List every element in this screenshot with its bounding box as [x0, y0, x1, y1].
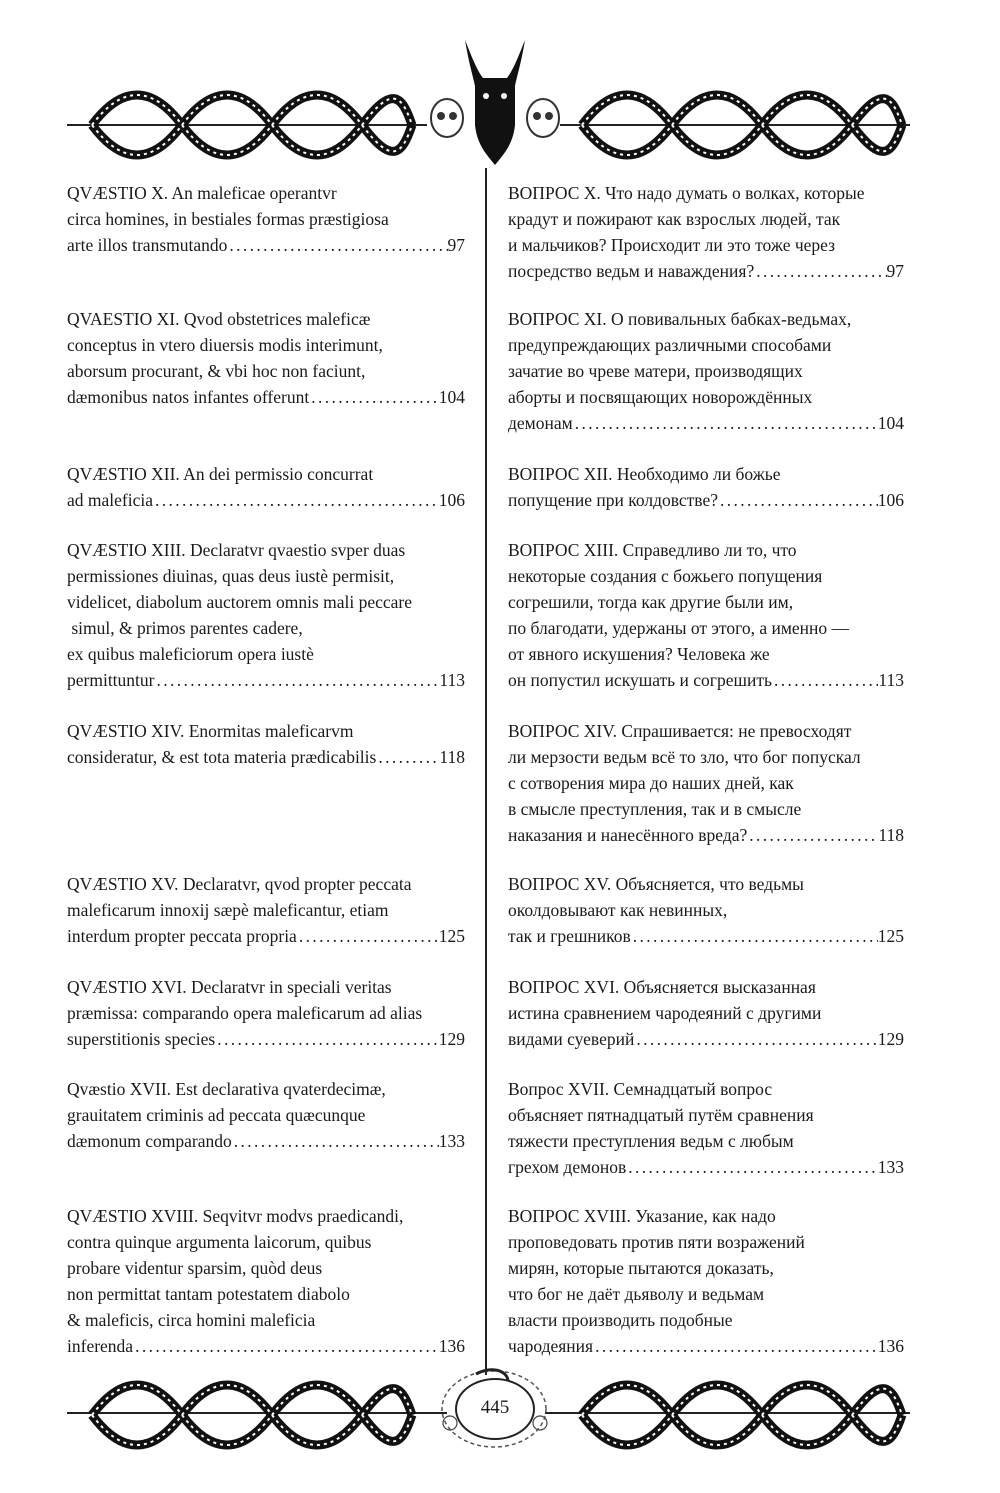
entry-line: QVÆSTIO XVI. Declaratvr in speciali veritas	[67, 977, 392, 997]
entry-line: probare videntur sparsim, quòd deus	[67, 1258, 323, 1278]
page-ref: 106	[438, 490, 465, 510]
entry-line: и мальчиков? Происходит ли это тоже через	[508, 235, 836, 255]
page-ref: 118	[878, 825, 904, 845]
entry-leader-line: демонам . . . 104	[508, 410, 904, 436]
page-number: 445	[455, 1378, 535, 1440]
entry-line: с сотворения мира до наших дней, как	[508, 773, 794, 793]
toc-entry-russian-xviii	[508, 1203, 904, 1359]
entry-line: ВОПРОС XVIII. Указание, как надо	[508, 1206, 776, 1226]
entry-line: объясняет пятнадцатый путём сравнения	[508, 1105, 814, 1125]
entry-leader-line: он попустил искушать и согрешить . . . 113	[508, 667, 904, 693]
entry-line: власти производить подобные	[508, 1310, 733, 1330]
entry-leader-line: попущение при колдовстве? . . . 106	[508, 487, 904, 513]
toc-entry-latin-x	[67, 180, 465, 258]
entry-line: & maleficis, circa homini maleficia	[67, 1310, 316, 1330]
header-ornament	[0, 30, 1000, 170]
page-ref: 113	[439, 670, 465, 690]
entry-line: QVAESTIO XI. Qvod obstetrices maleficæ	[67, 309, 371, 329]
entry-leader-line: interdum propter peccata propria . . . 125	[67, 923, 465, 949]
page-ref: 133	[877, 1157, 904, 1177]
toc-entry-latin-xv	[67, 871, 465, 949]
entry-line: что бог не даёт дьяволу и ведьмам	[508, 1284, 765, 1304]
entry-line: QVÆSTIO XV. Declaratvr, qvod propter peccata	[67, 874, 412, 894]
entry-line: Qvæstio XVII. Est declarativa qvaterdecimæ,	[67, 1079, 386, 1099]
entry-line: aborsum procurant, & vbi hoc non faciunt,	[67, 361, 366, 381]
page-ref: 125	[877, 926, 904, 946]
entry-line: ВОПРОС XV. Объясняется, что ведьмы	[508, 874, 804, 894]
entry-line: QVÆSTIO XIII. Declaratvr qvaestio svper duas	[67, 540, 406, 560]
entry-line: зачатие во чреве матери, производящих	[508, 361, 803, 381]
toc-entry-latin-xvii	[67, 1076, 465, 1154]
page-ref: 97	[447, 235, 465, 255]
entry-leader-line: наказания и нанесённого вреда? . . . 118	[508, 822, 904, 848]
entry-line: permissiones diuinas, quas deus iustè permisit,	[67, 566, 395, 586]
entry-line: истина сравнением чародеяний с другими	[508, 1003, 822, 1023]
entry-line: præmissa: comparando opera maleficarum ad alias	[67, 1003, 423, 1023]
entry-leader-line: чародеяния . . . 136	[508, 1333, 904, 1359]
page-ref: 118	[439, 747, 465, 767]
entry-line: QVÆSTIO XVIII. Seqvitvr modvs praedicandi,	[67, 1206, 404, 1226]
page-ref: 104	[877, 413, 904, 433]
entry-line: ВОПРОС XIV. Спрашивается: не превосходят	[508, 721, 852, 741]
toc-entry-russian-x	[508, 180, 904, 284]
page-number-medallion	[436, 1368, 556, 1458]
page-ref: 113	[878, 670, 904, 690]
entry-line: ВОПРОС X. Что надо думать о волках, которые	[508, 183, 865, 203]
entry-leader-line: видами суеверий . . . 129	[508, 1026, 904, 1052]
entry-line: ВОПРОС XII. Необходимо ли божье	[508, 464, 781, 484]
entry-line: QVÆSTIO XIV. Enormitas maleficarvm	[67, 721, 354, 741]
toc-entry-latin-xiii	[67, 537, 465, 693]
entry-line: Вопрос XVII. Семнадцатый вопрос	[508, 1079, 773, 1099]
entry-leader-line: dæmonum comparando . . . 133	[67, 1128, 465, 1154]
entry-leader-line: inferenda . . . 136	[67, 1333, 465, 1359]
toc-entry-russian-xv	[508, 871, 904, 949]
entry-line: ВОПРОС XIII. Справедливо ли то, что	[508, 540, 797, 560]
page-ref: 129	[877, 1029, 904, 1049]
entry-line: крадут и пожирают как взрослых людей, так	[508, 209, 841, 229]
entry-line: проповедовать против пяти возражений	[508, 1232, 805, 1252]
entry-leader-line: грехом демонов . . . 133	[508, 1154, 904, 1180]
serpent-knot-icon	[82, 85, 422, 165]
entry-line: ВОПРОС XI. О повивальных бабках-ведьмах,	[508, 309, 852, 329]
page-ref: 106	[877, 490, 904, 510]
toc-entry-russian-xii	[508, 461, 904, 513]
entry-line: videlicet, diabolum auctorem omnis mali peccare	[67, 592, 413, 612]
toc-entry-latin-xvi	[67, 974, 465, 1052]
entry-leader-line: consideratur, & est tota materia prædicabilis . . . 118	[67, 744, 465, 770]
entry-line: simul, & primos parentes cadere,	[67, 618, 303, 638]
serpent-knot-icon	[82, 1375, 422, 1455]
toc-entry-latin-xviii	[67, 1203, 465, 1359]
entry-line: в смысле преступления, так и в смысле	[508, 799, 802, 819]
entry-line: ВОПРОС XVI. Объясняется высказанная	[508, 977, 816, 997]
entry-line: по благодати, удержаны от этого, а именно —	[508, 618, 850, 638]
serpent-knot-icon	[572, 85, 912, 165]
entry-leader-line: dæmonibus natos infantes offerunt . . . 104	[67, 384, 465, 410]
entry-line: предупреждающих различными способами	[508, 335, 832, 355]
toc-entry-russian-xvi	[508, 974, 904, 1052]
entry-leader-line: посредство ведьм и наваждения? . . . 97	[508, 258, 904, 284]
toc-entry-russian-xvii	[508, 1076, 904, 1180]
page-ref: 136	[438, 1336, 465, 1356]
entry-leader-line: permittuntur . . . 113	[67, 667, 465, 693]
entry-line: тяжести преступления ведьм с любым	[508, 1131, 794, 1151]
goat-head-skulls-icon	[425, 30, 565, 170]
toc-entry-russian-xiv	[508, 718, 904, 848]
entry-line: околдовывают как невинных,	[508, 900, 728, 920]
entry-line: аборты и посвящающих новорождённых	[508, 387, 813, 407]
entry-line: circa homines, in bestiales formas præstigiosa	[67, 209, 389, 229]
entry-line: maleficarum innoxij sæpè maleficantur, etiam	[67, 900, 389, 920]
toc-entry-latin-xi	[67, 306, 465, 410]
page-ref: 97	[886, 261, 904, 281]
page-ref: 104	[438, 387, 465, 407]
toc-entry-russian-xi	[508, 306, 904, 436]
entry-line: conceptus in vtero diuersis modis interimunt,	[67, 335, 383, 355]
entry-line: grauitatem criminis ad peccata quæcunque	[67, 1105, 366, 1125]
toc-entry-latin-xii	[67, 461, 465, 513]
entry-line: согрешили, тогда как другие были им,	[508, 592, 794, 612]
entry-line: ли мерзости ведьм всё то зло, что бог попускал	[508, 747, 861, 767]
entry-line: contra quinque argumenta laicorum, quibus	[67, 1232, 372, 1252]
entry-line: от явного искушения? Человека же	[508, 644, 770, 664]
page-ref: 136	[877, 1336, 904, 1356]
entry-line: ex quibus maleficiorum opera iustè	[67, 644, 314, 664]
entry-leader-line: ad maleficia . . . 106	[67, 487, 465, 513]
entry-line: мирян, которые пытаются доказать,	[508, 1258, 774, 1278]
entry-line: non permittat tantam potestatem diabolo	[67, 1284, 350, 1304]
page-ref: 133	[438, 1131, 465, 1151]
page-ref: 125	[438, 926, 465, 946]
toc-entry-latin-xiv	[67, 718, 465, 770]
entry-leader-line: superstitionis species . . . 129	[67, 1026, 465, 1052]
column-divider	[485, 168, 487, 1375]
toc-entry-russian-xiii	[508, 537, 904, 693]
serpent-knot-icon	[572, 1375, 912, 1455]
entry-line: QVÆSTIO XII. An dei permissio concurrat	[67, 464, 374, 484]
page-ref: 129	[438, 1029, 465, 1049]
entry-leader-line: arte illos transmutando . . . 97	[67, 232, 465, 258]
entry-line: некоторые создания с божьего попущения	[508, 566, 823, 586]
entry-line: QVÆSTIO X. An maleficae operantvr	[67, 183, 337, 203]
entry-leader-line: так и грешников . . . 125	[508, 923, 904, 949]
